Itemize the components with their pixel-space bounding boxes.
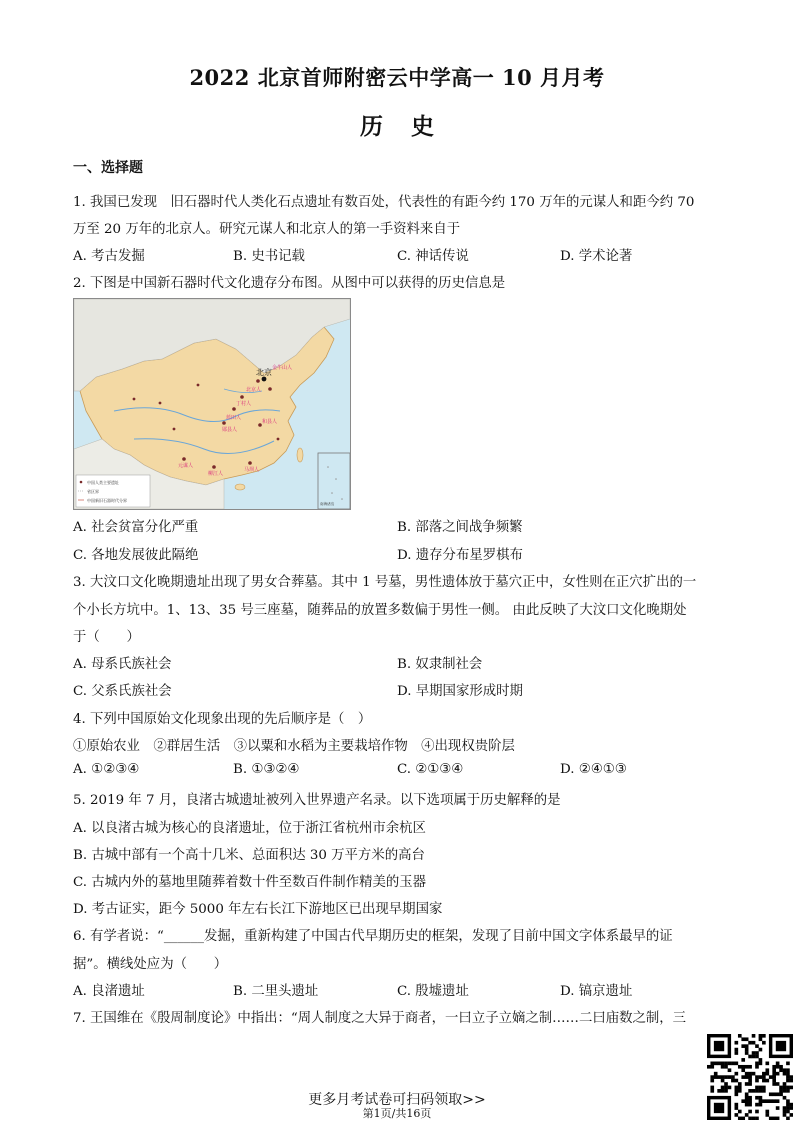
- map-site-label: 和县人: [262, 419, 278, 425]
- q2-option-d: D. 遗存分布星罗棋布: [397, 548, 523, 563]
- map-site-label: 金牛山人: [272, 365, 293, 371]
- map-site-label: 郧县人: [222, 427, 238, 433]
- q5-option-d: D. 考古证实，距今 5000 年左右长江下游地区已出现早期国家: [73, 902, 443, 917]
- q5-option-c: C. 古城内外的墓地里随葬着数十件至数百件制作精美的玉器: [73, 875, 427, 890]
- q6-option-c: C. 殷墟遗址: [397, 984, 469, 999]
- subject-title: 历史: [360, 113, 462, 140]
- q1-option-b: B. 史书记载: [233, 249, 305, 264]
- q5-text-line1: 5. 2019 年 7 月，良渚古城遗址被列入世界遗产名录。以下选项属于历史解释的是: [73, 793, 561, 808]
- q3-option-c: C. 父系氏族社会: [73, 684, 172, 699]
- q1-option-d: D. 学术论著: [560, 249, 633, 264]
- q3-option-b: B. 奴隶制社会: [397, 657, 483, 672]
- q2-option-c: C. 各地发展彼此隔绝: [73, 548, 199, 563]
- q6-option-d: D. 镐京遗址: [560, 984, 633, 999]
- q2-text-line1: 2. 下图是中国新石器时代文化遗存分布图。从图中可以获得的历史信息是: [73, 276, 506, 291]
- q4-option-a: A. ①②③④: [73, 762, 140, 777]
- map-site-label: 北京人: [246, 387, 262, 393]
- q5-option-b: B. 古城中部有一个高十几米、总面积达 30 万平方米的高台: [73, 848, 425, 863]
- map-site-label: 丁村人: [236, 401, 252, 407]
- q5-option-a: A. 以良渚古城为核心的良渚遗址，位于浙江省杭州市余杭区: [73, 821, 426, 836]
- q2-option-b: B. 部落之间战争频繁: [397, 520, 523, 535]
- map-legend-item: 省区界: [87, 489, 99, 494]
- map-legend-item: 中国新旧石器时代分界: [87, 498, 127, 503]
- q1-option-a: A. 考古发掘: [73, 249, 145, 264]
- section-heading: 一、选择题: [73, 160, 143, 176]
- map-site-label: 元谋人: [178, 463, 194, 469]
- page-number: 第1页/共16页: [362, 1107, 432, 1120]
- q3-text-line1: 3. 大汶口文化晚期遗址出现了男女合葬墓。其中 1 号墓，男性遗体放于墓穴正中，女性则在正穴扩出的一: [73, 575, 697, 590]
- map-site-label: 马坝人: [244, 467, 260, 473]
- q1-text-line2: 万至 20 万年的北京人。研究元谋人和北京人的第一手资料来自于: [73, 222, 461, 237]
- neolithic-sites-map: [73, 298, 351, 510]
- q4-option-b: B. ①③②④: [233, 762, 300, 777]
- q6-option-a: A. 良渚遗址: [73, 984, 145, 999]
- map-legend-item: 中国人类主要遗址: [87, 480, 119, 485]
- q6-text-line2: 据”。横线处应为（ ）: [73, 957, 228, 972]
- q3-text-line2: 个小长方坑中。1、13、35 号三座墓，随葬品的放置多数偏于男性一侧。 由此反映了大汶口文化晚期处: [73, 603, 687, 618]
- q2-option-a: A. 社会贫富分化严重: [73, 520, 199, 535]
- q4-option-c: C. ②①③④: [397, 762, 464, 777]
- map-site-label: 柳江人: [208, 471, 224, 477]
- q3-option-d: D. 早期国家形成时期: [397, 684, 523, 699]
- q1-text-line1: 1. 我国已发现 旧石器时代人类化石点遗址有数百处，代表性的有距今约 170 万年的元谋人和距今约 70: [73, 195, 695, 210]
- q3-text-line3: 于（ ）: [73, 630, 140, 645]
- q3-option-a: A. 母系氏族社会: [73, 657, 172, 672]
- q7-text-line1: 7. 王国维在《殷周制度论》中指出：“周人制度之大异于商者，一曰立子立嫡之制……二曰庙数之制，三: [73, 1011, 687, 1026]
- q4-text-line2: ①原始农业 ②群居生活 ③以粟和水稻为主要栽培作物 ④出现权贵阶层: [73, 739, 515, 754]
- page-title: 2022 北京首师附密云中学高一 10 月月考: [189, 65, 605, 90]
- q6-option-b: B. 二里头遗址: [233, 984, 319, 999]
- map-inset-label: 南海诸岛: [320, 502, 335, 506]
- q1-option-c: C. 神话传说: [397, 249, 469, 264]
- footer-promo-link[interactable]: 更多月考试卷可扫码领取>>: [308, 1092, 486, 1108]
- map-site-label: 蓝田人: [226, 415, 242, 421]
- q4-option-d: D. ②④①③: [560, 762, 627, 777]
- map-label-beijing: 北京: [256, 368, 272, 377]
- q6-text-line1: 6. 有学者说：“______发掘，重新构建了中国古代早期历史的框架，发现了目前中国文字体系最早的证: [73, 929, 673, 944]
- q4-text-line1: 4. 下列中国原始文化现象出现的先后顺序是（ ）: [73, 712, 372, 727]
